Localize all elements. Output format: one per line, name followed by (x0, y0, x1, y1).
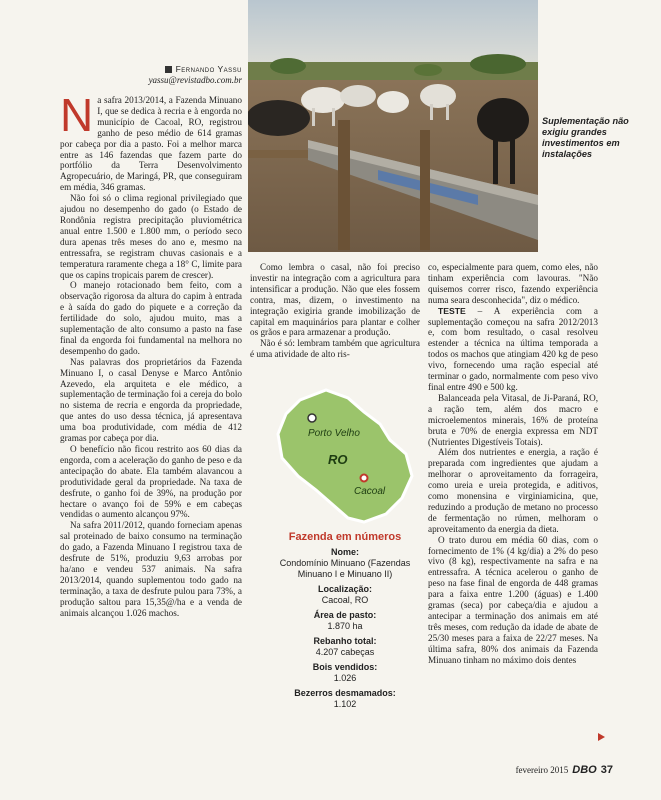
fact-value: 4.207 cabeças (315, 647, 375, 657)
paragraph: Nas palavras dos proprietários da Fazenda Minuano I, o casal Denyse e Marco Antônio Azevedo, ela arquiteta e ele médico, a suplementação de terminação foi a cereja do bolo no sistema de recria e engorda da propriedade, que antes do uso dessa técnica, já apresentava uma boa produtividade, com média de 412 gramas por cabeça por dia. (60, 356, 242, 444)
fact-item (268, 584, 422, 606)
state-map-graphic (268, 372, 424, 542)
article-column-2 (250, 262, 420, 360)
cacoal-marker (361, 475, 368, 482)
paragraph (60, 89, 242, 193)
rondonia-map (268, 372, 424, 542)
continue-arrow-icon (598, 733, 605, 741)
map-state-label: RO (328, 452, 348, 467)
section-label: TESTE (438, 305, 466, 316)
author-name: Fernando Yassu (175, 64, 242, 74)
fact-value: 1.870 ha (327, 621, 363, 631)
paragraph: Como lembra o casal, não foi preciso investir na integração com a agricultura para intensificar a produção. Não que eles fossem contra, mas, dizem, o investimento na integração exigiria grande imobilização de capital em maquinários para plantar e colher os grãos e para armazenar a produção. (250, 262, 420, 338)
paragraph: Não foi só o clima regional privilegiado que ajudou no desempenho do gado (o Estado de Rondônia registra precipitação pluviométrica anual entre 1.500 e 1.800 mm, o período seco dura apenas três meses do ano e, mesmo na entressafra, se registram chuvas casionais e a temperatura raramente chega a 18° C, limite para que os capins tropicais parem de crescer). (60, 193, 242, 280)
fact-item (268, 688, 422, 710)
paragraph: O benefício não ficou restrito aos 60 dias da engorda, com a aceleração do ganho de peso e da antecipação do abate. Ela também alavancou a produtividade geral da propriedade. Na taxa de desfrute, o ganho foi de 39%, na produção por hectare o avanço foi de 59% e em cabeças vendidas o aumento alcançou 97%. (60, 444, 242, 520)
paragraph-text: – A experiência com a suplementação começou na safra 2012/2013 e, com bom resultado, o casal resolveu estender a técnica na última temporada a todos os machos que atingiam 420 kg de peso vivo, fornecendo uma ração especial até terminar o gado, normalmente com peso vivo final entre 490 e 500 kg. (428, 305, 598, 392)
farm-facts-box (268, 532, 422, 710)
photo-caption: Suplementação não exigiu grandes investimentos em instalações (542, 116, 629, 159)
cattle-feeding-photo (248, 0, 538, 252)
magazine-brand: DBO (572, 764, 597, 776)
drop-cap: N (60, 89, 94, 141)
article-column-3 (428, 262, 598, 666)
paragraph: Além dos nutrientes e energia, a ração é preparada com ingredientes que ajudam a melhorar o aproveitamento da forrageira, como ureia e ureia protegida, e aditivos, como monensina e virginiamicina, que, reduzindo a produção de metano no processo de fermentação no rúmen, melhoram o aproveitamento da energia da dieta. (428, 447, 598, 534)
paragraph: Na safra 2011/2012, quando forneciam apenas sal proteinado de baixo consumo na terminação do gado, a Fazenda Minuano I registrou taxa de desfrute de 51%, produziu 9,63 arrobas por ha/ano e vendeu 537 animais. Na safra 2013/2014, quando suplementou todo gado na terminação, a taxa de desfrute pulou para 73%, a produção saltou para 15,35@/ha e a venda de animais alcançou 1.026 machos. (60, 520, 242, 618)
fact-value: 1.102 (333, 699, 357, 709)
issue-date: fevereiro 2015 (515, 765, 569, 775)
fact-item (268, 662, 422, 684)
fact-label: Localização: (317, 584, 373, 594)
photo-illustration (248, 0, 538, 252)
porto-velho-marker (308, 414, 316, 422)
fact-label: Bezerros desmamados: (294, 688, 396, 698)
article-column-1 (60, 89, 242, 619)
paragraph: O manejo rotacionado bem feito, com a observação rigorosa da altura do capim à entrada e à saída do gado do piquete e a correção da fertilidade do solo, ajudou muito, mas a suplementação de alto consumo a pasto na fase final da engorda foi fundamental na melhora no desempenho do gado. (60, 280, 242, 356)
fact-value: 1.026 (333, 673, 357, 683)
fact-item (268, 547, 422, 580)
paragraph: co, especialmente para quem, como eles, não tinham experiência com lavouras. "Não quisemos correr risco, fazendo experiência numa seara desconhecida", diz o médico. (428, 262, 598, 305)
page-number: 37 (600, 764, 613, 776)
facts-title: Fazenda em números (288, 531, 402, 543)
page-footer (516, 764, 613, 776)
author-email: yassu@revistadbo.com.br (148, 75, 242, 85)
fact-label: Rebanho total: (313, 636, 377, 646)
map-city-porto-velho: Porto Velho (308, 428, 360, 439)
byline (110, 64, 242, 86)
paragraph-text: a safra 2013/2014, a Fazenda Minuano I, que se dedica à recria e à engorda no município de Cacoal, RO, registrou ganho de peso médio de 614 gramas por cabeça por dia a pasto. Foi a melhor marca entre as 146 fazendas que fazem parte do portfólio da Terra Desenvolvimento Agropecuário, de Maringá, PR, que conseguiram em média, 346 gramas. (60, 95, 242, 193)
paragraph: Não é só: lembram também que agricultura é uma atividade de alto ris- (250, 338, 420, 360)
paragraph: O trato durou em média 60 dias, com o fornecimento de 1% (4 kg/dia) a 2% do peso vivo (8 kg), respectivamente na safra e na entressafra. A técnica acelerou o ganho de peso na fase final de engorda de 448 gramas para a faixa entre 1.200 (águas) e 1.400 gramas (seca) por cabeça/dia e ajudou a antecipar a terminação dos animais em até três meses, com redução da idade de abate de 25/30 meses para a faixa de 22/27 meses. Na última safra, 80% dos animais da Fazenda Minuano tinham no máximo dois dentes (428, 534, 598, 665)
fact-label: Nome: (330, 547, 359, 557)
fact-value: Cacoal, RO (321, 595, 369, 605)
paragraph: Balanceada pela Vitasal, de Ji-Paraná, RO, a ração tem, além dos macro e microelementos minerais, 16% de proteína bruta e 70% de energia expressa em NDT (Nutrientes Digestíveis Totais). (428, 392, 598, 447)
fact-item (268, 636, 422, 658)
fact-label: Área de pasto: (313, 610, 377, 620)
map-city-cacoal: Cacoal (354, 486, 386, 497)
paragraph (428, 306, 598, 393)
byline-square-icon (165, 66, 172, 73)
fact-item (268, 610, 422, 632)
fact-value: Condomínio Minuano (Fazendas Minuano I e Minuano II) (279, 558, 411, 579)
fact-label: Bois vendidos: (312, 662, 378, 672)
